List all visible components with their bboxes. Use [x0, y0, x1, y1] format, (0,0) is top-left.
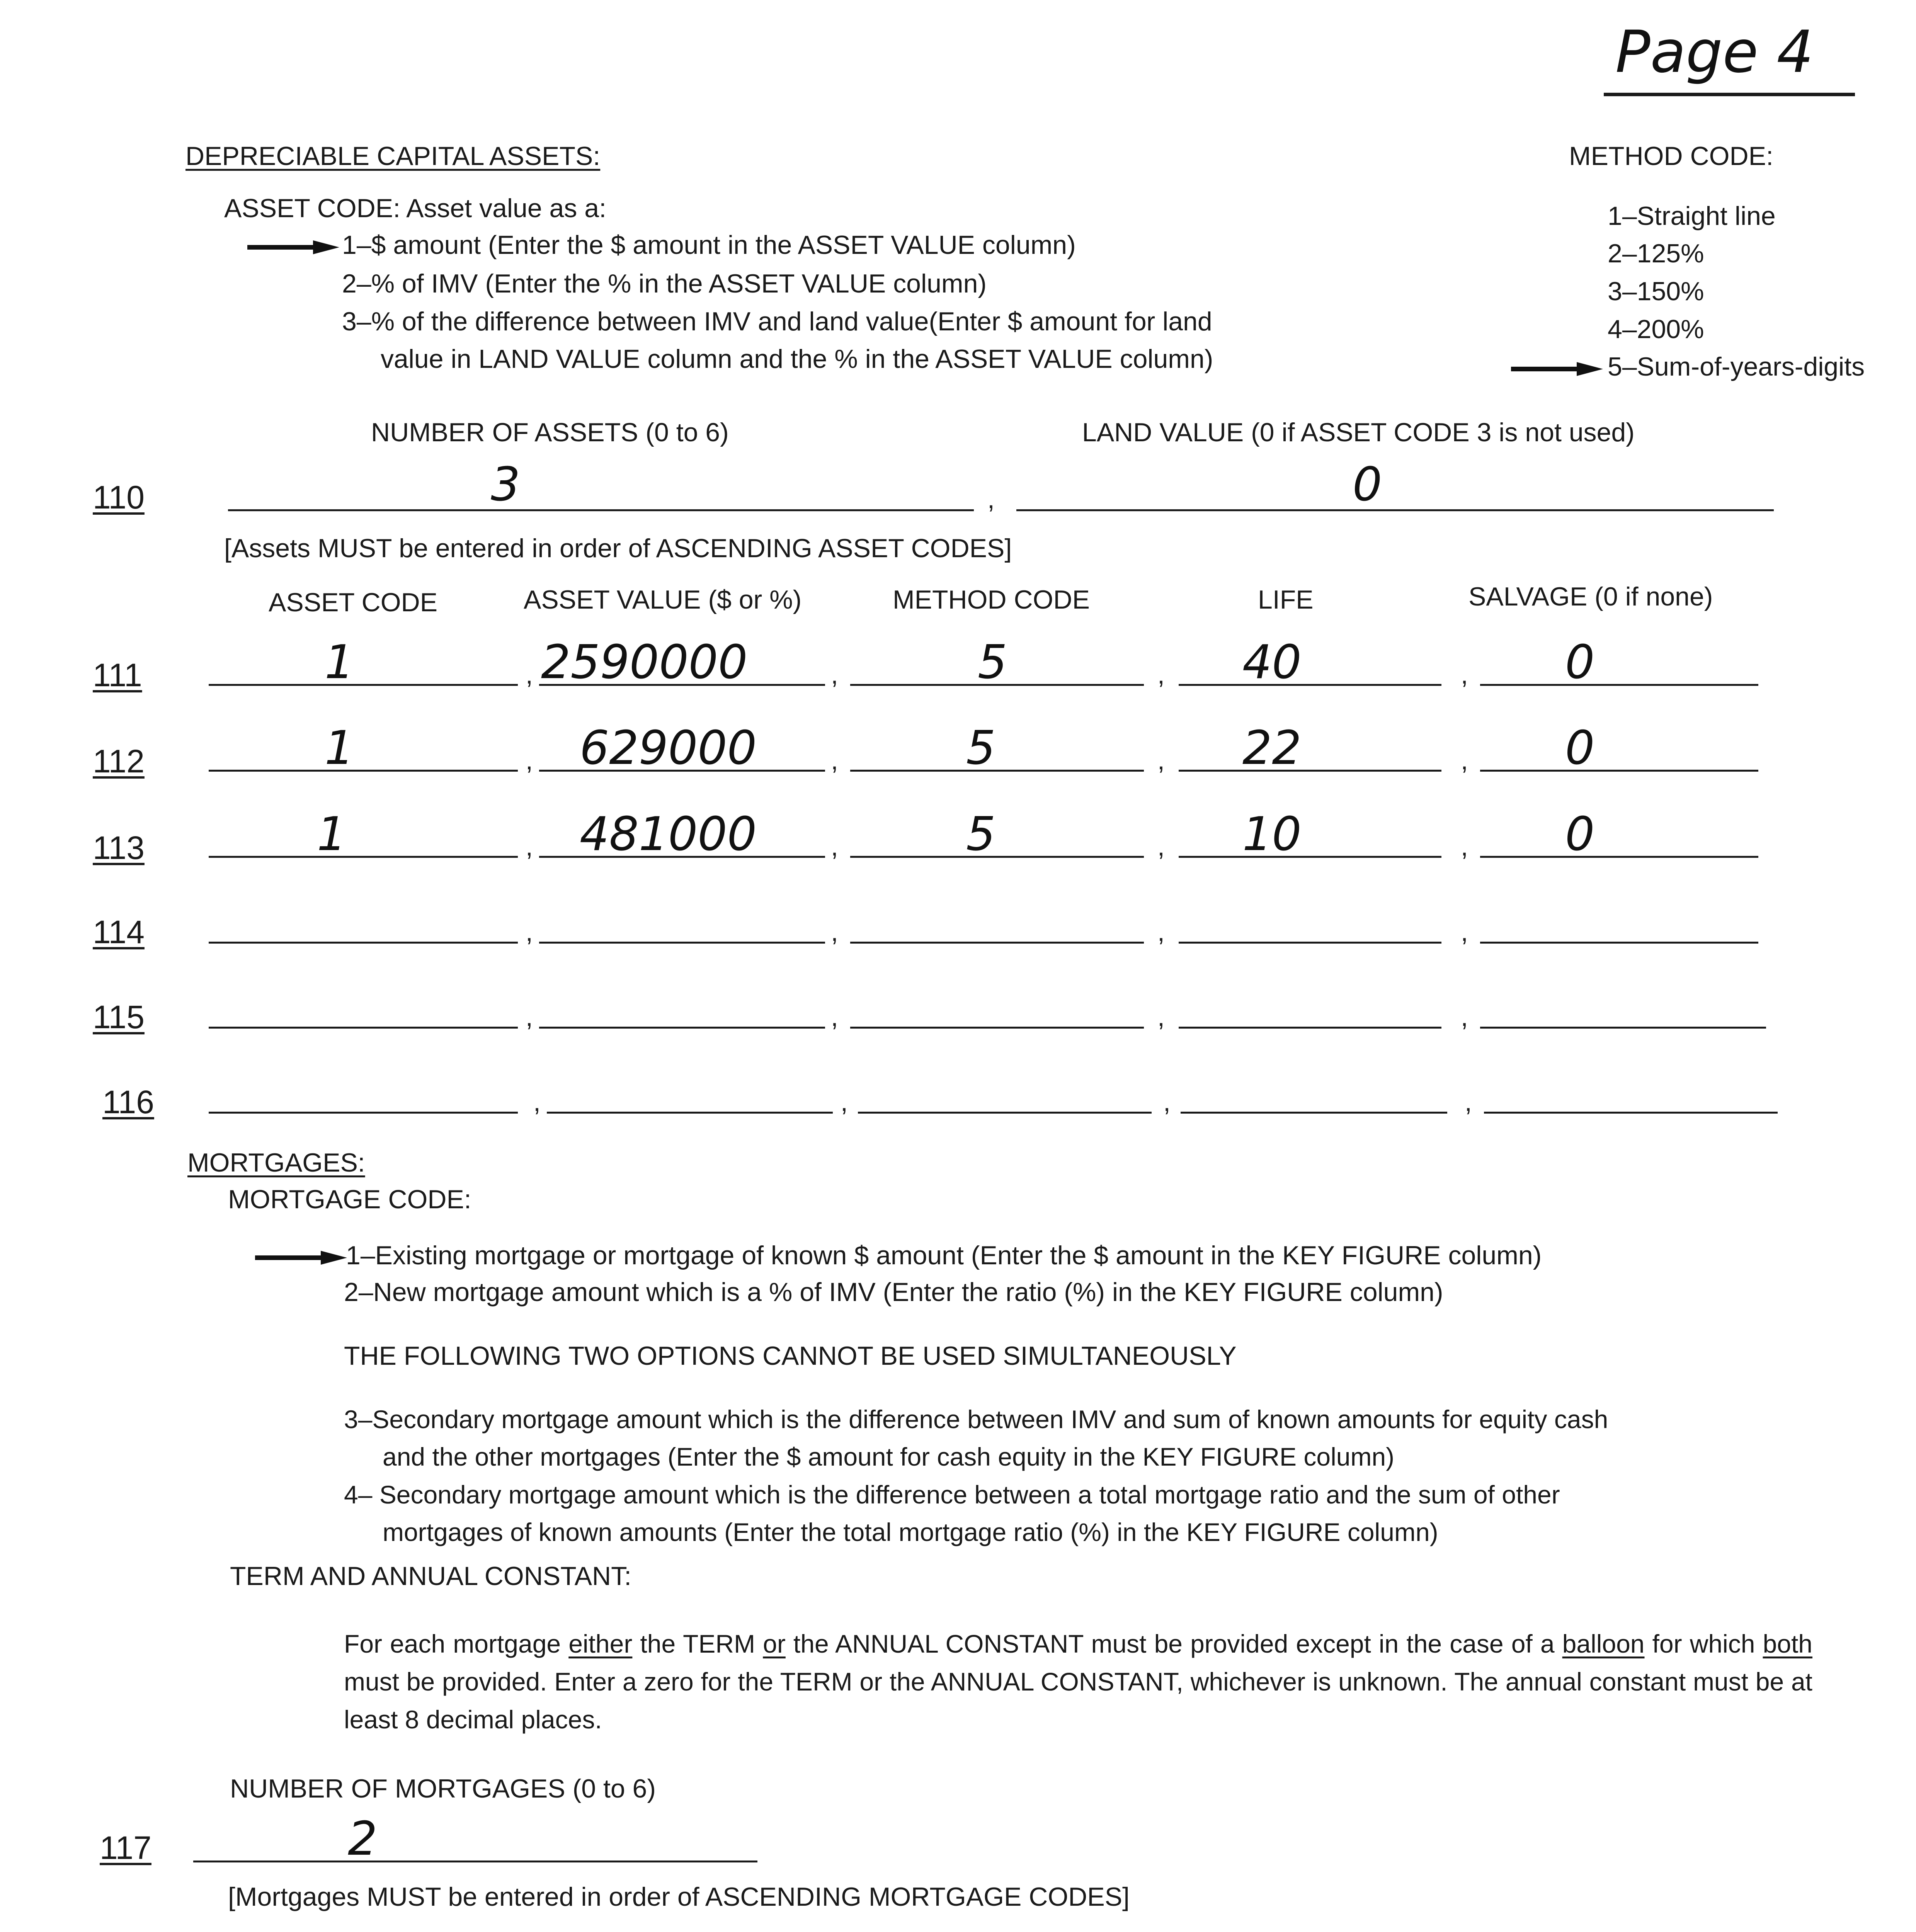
arrow-icon	[255, 1250, 348, 1260]
mortgage-code-option-3: 3–Secondary mortgage amount which is the difference between IMV and sum of known amounts for equity cash	[344, 1405, 1608, 1434]
separator: ,	[1461, 746, 1468, 775]
separator: ,	[1157, 832, 1165, 861]
salvage-field[interactable]: 0	[1565, 808, 1595, 861]
line	[1480, 684, 1758, 686]
life-field[interactable]: 22	[1242, 721, 1302, 775]
separator: ,	[1163, 1087, 1171, 1117]
line	[193, 1861, 757, 1862]
method-code-2: 2–125%	[1608, 239, 1704, 268]
separator: ,	[1157, 917, 1165, 947]
method-code-field[interactable]: 5	[966, 808, 996, 861]
separator: ,	[526, 1002, 533, 1032]
col-salvage: SALVAGE (0 if none)	[1468, 582, 1713, 611]
line	[209, 856, 518, 858]
separator: ,	[831, 1002, 838, 1032]
row-number: 115	[93, 999, 145, 1035]
line	[1179, 1027, 1441, 1029]
term-text: must be provided. Enter a zero for the TERM or the ANNUAL CONSTANT, whichever is unknown. The annual constant must be at least 8 decimal places.	[344, 1667, 1812, 1734]
page-label-underline	[1604, 93, 1855, 96]
term-or: or	[763, 1629, 786, 1658]
asset-code-option-3-cont: value in LAND VALUE column and the % in the ASSET VALUE column)	[381, 344, 1213, 374]
assets-order-note: [Assets MUST be entered in order of ASCENDING ASSET CODES]	[224, 534, 1012, 563]
method-code-5: 5–Sum-of-years-digits	[1608, 352, 1865, 381]
separator: ,	[831, 660, 838, 689]
separator: ,	[831, 746, 838, 775]
line	[209, 1027, 518, 1029]
line	[1480, 1027, 1766, 1029]
asset-code-field[interactable]: 1	[325, 721, 354, 775]
asset-value-field[interactable]: 481000	[580, 808, 757, 861]
row-number: 112	[93, 743, 145, 779]
line	[1016, 509, 1774, 511]
asset-code-title: ASSET CODE: Asset value as a:	[224, 194, 606, 223]
arrow-icon	[1511, 361, 1604, 371]
separator: ,	[1461, 660, 1468, 689]
line	[850, 856, 1144, 858]
mortgage-code-title: MORTGAGE CODE:	[228, 1185, 471, 1214]
mortgage-code-option-4-cont: mortgages of known amounts (Enter the total mortgage ratio (%) in the KEY FIGURE column)	[383, 1518, 1438, 1546]
term-text: the TERM	[632, 1629, 763, 1658]
line	[228, 509, 974, 511]
options-warning: THE FOLLOWING TWO OPTIONS CANNOT BE USED SIMULTANEOUSLY	[344, 1341, 1237, 1371]
number-of-mortgages-field[interactable]: 2	[348, 1812, 378, 1866]
line	[1179, 770, 1441, 772]
row-number: 114	[93, 914, 145, 950]
col-asset-value: ASSET VALUE ($ or %)	[524, 585, 802, 614]
term-either: either	[568, 1629, 633, 1658]
line	[547, 1112, 833, 1114]
separator: ,	[1461, 832, 1468, 861]
method-code-3: 3–150%	[1608, 277, 1704, 306]
line	[850, 1027, 1144, 1029]
row-number: 110	[93, 479, 145, 515]
separator: ,	[1461, 1002, 1468, 1032]
separator: ,	[841, 1087, 848, 1117]
separator: ,	[526, 832, 533, 861]
life-field[interactable]: 10	[1242, 808, 1302, 861]
line	[539, 942, 825, 944]
term-paragraph	[344, 1625, 1812, 1738]
asset-value-field[interactable]: 629000	[580, 721, 757, 775]
method-code-field[interactable]: 5	[978, 636, 1007, 689]
line	[850, 770, 1144, 772]
method-code-1: 1–Straight line	[1608, 201, 1776, 231]
mortgages-order-note: [Mortgages MUST be entered in order of ASCENDING MORTGAGE CODES]	[228, 1882, 1130, 1912]
line	[1480, 856, 1758, 858]
term-balloon: balloon	[1562, 1629, 1645, 1658]
separator: ,	[831, 832, 838, 861]
land-value-field[interactable]: 0	[1353, 458, 1382, 512]
line	[209, 684, 518, 686]
method-code-4: 4–200%	[1608, 315, 1704, 344]
number-of-assets-label: NUMBER OF ASSETS (0 to 6)	[371, 418, 729, 447]
separator: ,	[526, 917, 533, 947]
term-heading: TERM AND ANNUAL CONSTANT:	[230, 1561, 632, 1591]
asset-value-field[interactable]: 2590000	[541, 636, 748, 689]
line	[858, 1112, 1152, 1114]
asset-code-field[interactable]: 1	[317, 808, 347, 861]
separator: ,	[1465, 1087, 1472, 1117]
page-label: Page 4	[1615, 19, 1814, 86]
mortgage-code-option-2: 2–New mortgage amount which is a % of IMV (Enter the ratio (%) in the KEY FIGURE column)	[344, 1277, 1443, 1307]
separator: ,	[526, 746, 533, 775]
separator: ,	[1157, 660, 1165, 689]
col-life: LIFE	[1258, 585, 1314, 614]
asset-code-field[interactable]: 1	[325, 636, 354, 689]
term-both: both	[1763, 1629, 1812, 1658]
term-text: the ANNUAL CONSTANT must be provided except in the case of a	[785, 1629, 1562, 1658]
salvage-field[interactable]: 0	[1565, 721, 1595, 775]
mortgage-code-option-3-cont: and the other mortgages (Enter the $ amount for cash equity in the KEY FIGURE column)	[383, 1442, 1395, 1471]
separator: ,	[1157, 1002, 1165, 1032]
line	[1179, 942, 1441, 944]
col-method-code: METHOD CODE	[893, 585, 1090, 614]
mortgage-code-option-4: 4– Secondary mortgage amount which is the difference between a total mortgage ratio and the sum of other	[344, 1480, 1560, 1509]
line	[1179, 684, 1441, 686]
asset-code-option-2: 2–% of IMV (Enter the % in the ASSET VALUE column)	[342, 269, 987, 298]
separator: ,	[1461, 917, 1468, 947]
asset-code-option-1: 1–$ amount (Enter the $ amount in the ASSET VALUE column)	[342, 230, 1076, 260]
line	[850, 942, 1144, 944]
asset-code-option-3: 3–% of the difference between IMV and land value(Enter $ amount for land	[342, 307, 1212, 336]
separator: ,	[526, 660, 533, 689]
land-value-label: LAND VALUE (0 if ASSET CODE 3 is not used)	[1082, 418, 1635, 447]
depreciable-heading: DEPRECIABLE CAPITAL ASSETS:	[185, 141, 601, 171]
method-code-field[interactable]: 5	[966, 721, 996, 775]
line	[539, 1027, 825, 1029]
line	[1484, 1112, 1778, 1114]
separator: ,	[831, 917, 838, 947]
separator: ,	[533, 1087, 541, 1117]
row-number: 113	[93, 830, 145, 866]
row-number: 117	[100, 1830, 151, 1866]
line	[1179, 856, 1441, 858]
number-of-mortgages-label: NUMBER OF MORTGAGES (0 to 6)	[230, 1774, 656, 1803]
separator: ,	[987, 485, 995, 514]
line	[1480, 942, 1758, 944]
col-asset-code: ASSET CODE	[269, 588, 438, 617]
line	[209, 942, 518, 944]
row-number: 116	[102, 1084, 154, 1120]
mortgage-code-option-1: 1–Existing mortgage or mortgage of known $ amount (Enter the $ amount in the KEY FIGURE column)	[346, 1241, 1542, 1270]
life-field[interactable]: 40	[1242, 636, 1302, 689]
arrow-icon	[247, 240, 340, 250]
line	[209, 770, 518, 772]
salvage-field[interactable]: 0	[1565, 636, 1595, 689]
term-text: for which	[1644, 1629, 1763, 1658]
line	[1480, 770, 1758, 772]
number-of-assets-field[interactable]: 3	[491, 458, 521, 512]
term-text: For each mortgage	[344, 1629, 569, 1658]
mortgages-heading: MORTGAGES:	[187, 1148, 365, 1177]
line	[209, 1112, 518, 1114]
separator: ,	[1157, 746, 1165, 775]
method-code-title: METHOD CODE:	[1569, 141, 1773, 171]
row-number: 111	[93, 657, 142, 693]
line	[1181, 1112, 1447, 1114]
